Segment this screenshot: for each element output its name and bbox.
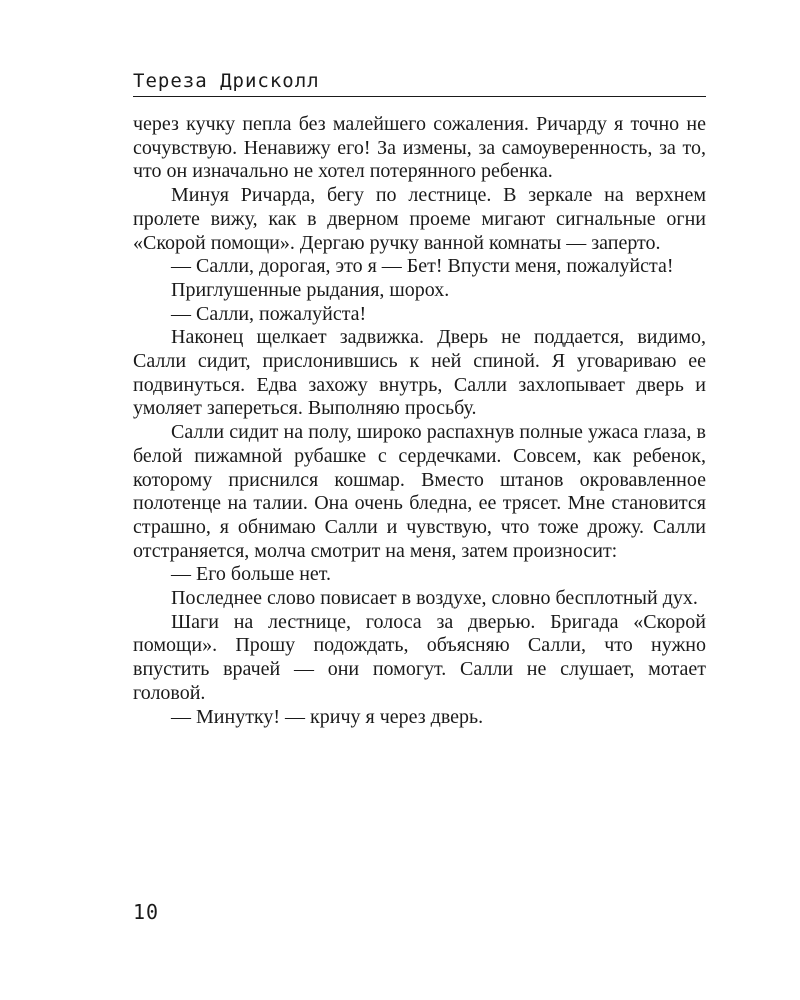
paragraph-3: — Салли, дорогая, это я — Бет! Впусти меня, пожалуйста! [171,255,674,278]
paragraph-5: — Салли, пожалуйста! [171,302,367,325]
running-head-title: Тереза Дрисколл [133,70,320,92]
paragraph-2: Минуя Ричарда, бегу по лестнице. В зеркале на верхнем пролете вижу, как в дверном проеме мигают сигнальные огни «Скорой помощи». Дергаю ручку ванной комнаты — заперто. [133,184,706,254]
header-rule [133,96,706,97]
body-text [133,113,706,729]
paragraph-4: Приглушенные рыдания, шорох. [171,278,450,301]
paragraph-8: — Его больше нет. [171,563,332,586]
page-number: 10 [133,900,160,924]
paragraph-1: через кучку пепла без малейшего сожаления. Ричарду я точно не сочувствую. Ненавижу его! За измены, за самоуверенность, за то, что он изначально не хотел потерянного ребенка. [133,113,706,183]
paragraph-7: Салли сидит на полу, широко распахнув полные ужаса глаза, в белой пижамной рубашке с сердечками. Совсем, как ребенок, которому приснился кошмар. Вместо штанов окровавленное полотенце на талии. Она очень бледна, ее трясет. Мне становится страшно, я обнимаю Салли и чувствую, что тоже дрожу. Салли отстраняется, молча смотрит на меня, затем произносит: [133,421,706,562]
paragraph-10: Шаги на лестнице, голоса за дверью. Бригада «Скорой помощи». Прошу подождать, объясняю Салли, что нужно впустить врачей — они помогут. Салли не слушает, мотает головой. [133,610,706,704]
paragraph-9: Последнее слово повисает в воздухе, словно бесплотный дух. [171,587,698,610]
paragraph-6: Наконец щелкает задвижка. Дверь не поддается, видимо, Салли сидит, прислонившись к ней спиной. Я уговариваю ее подвинуться. Едва захожу внутрь, Салли захлопывает дверь и умоляет запереться. Выполняю просьбу. [133,326,706,420]
paragraph-11: — Минутку! — кричу я через дверь. [171,705,484,728]
